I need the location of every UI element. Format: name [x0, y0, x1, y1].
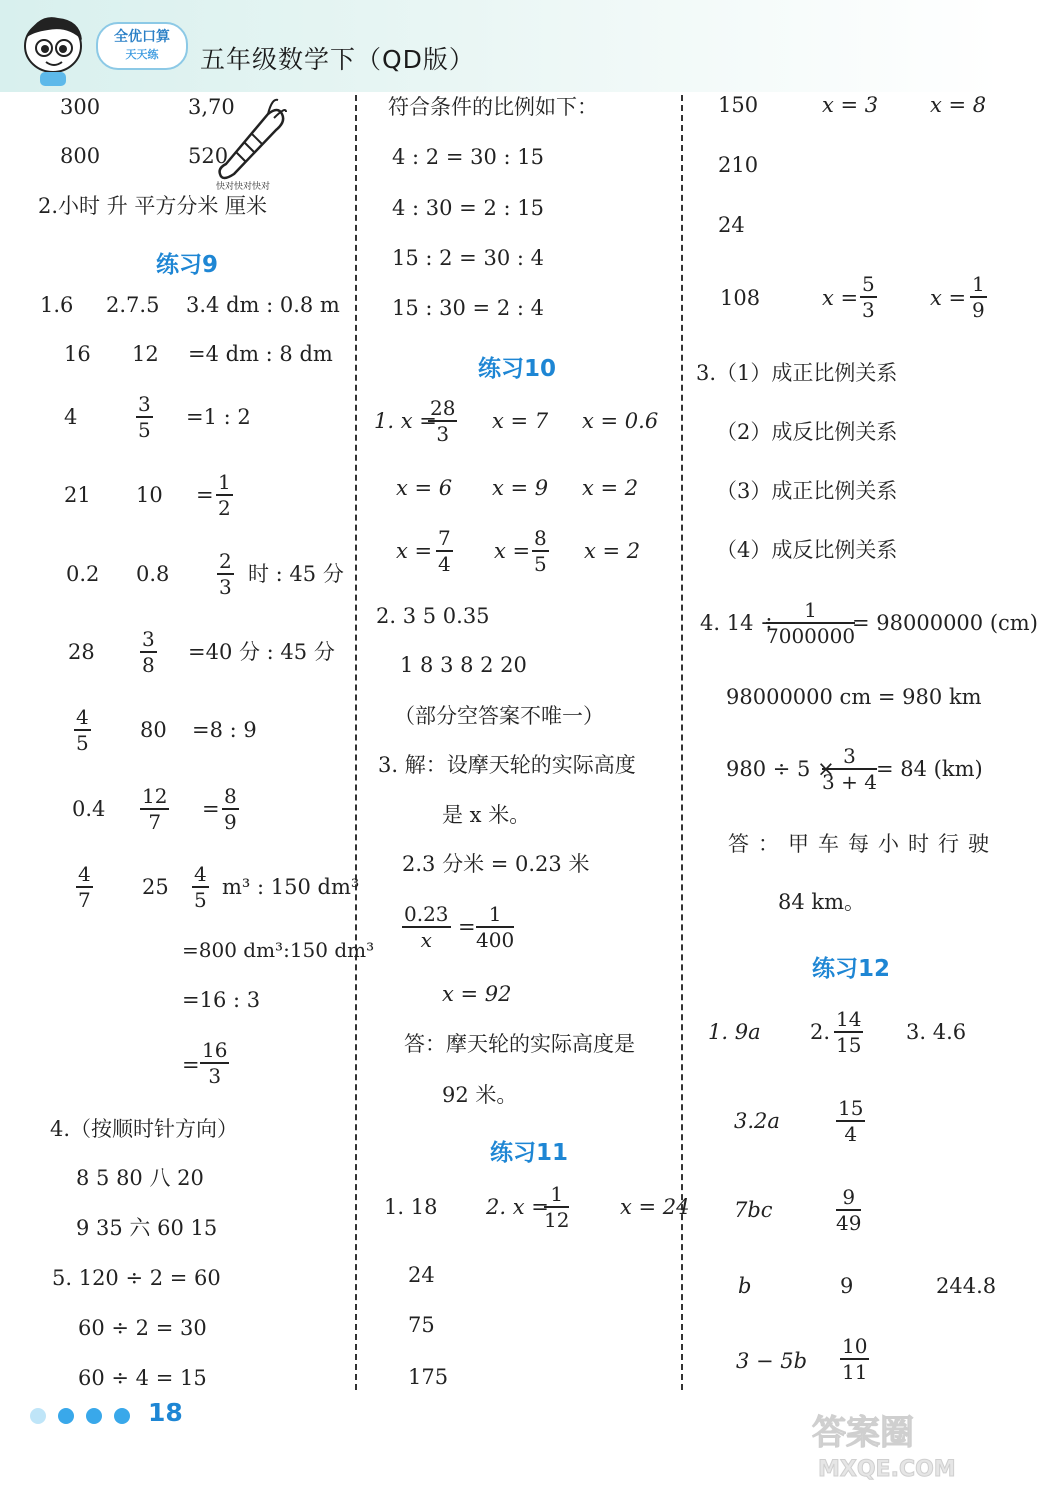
answer-text: 0.8 — [136, 562, 170, 586]
section-title: 练习12 — [812, 956, 891, 982]
fraction: 2 3 — [219, 549, 232, 599]
answer-text: =1 : 2 — [186, 405, 251, 429]
answer-text: 3. 解：设摩天轮的实际高度 — [378, 753, 636, 777]
fraction: 14 15 — [836, 1007, 862, 1057]
answer-text: （2）成反比例关系 — [716, 420, 898, 444]
section-title: 练习10 — [478, 356, 557, 382]
answer-text: x = 9 — [492, 476, 549, 500]
answer-text: x = 3 — [822, 93, 879, 117]
answer-text: x = 2 — [584, 539, 641, 563]
answer-text: 800 — [60, 144, 101, 168]
answer-text: b — [738, 1274, 752, 1298]
mascot-icon — [18, 8, 88, 88]
answer-text: 15 : 30 = 2 : 4 — [392, 296, 544, 320]
answer-text: 3.2a — [734, 1109, 780, 1133]
fraction: 0.23 x — [404, 902, 449, 952]
page-number: 18 — [148, 1398, 183, 1427]
answer-text: 60 ÷ 4 = 15 — [78, 1366, 207, 1390]
answer-text: x = — [396, 539, 433, 563]
dot-icon — [30, 1408, 46, 1424]
answer-text: x = 0.6 — [582, 409, 659, 433]
answer-text: 5. 120 ÷ 2 = 60 — [52, 1266, 221, 1290]
answer-text: 12 — [132, 342, 159, 366]
answer-text: 21 — [64, 483, 91, 507]
answer-text: 时 : 45 分 — [248, 562, 344, 586]
answer-text: =16 : 3 — [182, 988, 261, 1012]
answer-text: = 84 (km) — [876, 757, 983, 781]
fraction: 4 5 — [194, 862, 207, 912]
answer-text: 98000000 cm = 980 km — [726, 685, 982, 709]
answer-text: 24 — [408, 1263, 435, 1287]
answer-text: 3.4 dm : 0.8 m — [186, 293, 340, 317]
answer-text: 24 — [718, 213, 745, 237]
answer-text: 10 — [136, 483, 163, 507]
answer-text: 300 — [60, 95, 101, 119]
answer-text: 2.3 分米 = 0.23 米 — [402, 852, 590, 876]
answer-text: 3. 4.6 — [906, 1020, 967, 1044]
fraction: 5 3 — [862, 272, 875, 322]
answer-text: = — [182, 1053, 200, 1077]
answer-text: 9 35 六 60 15 — [76, 1216, 218, 1240]
answer-text: 84 km。 — [778, 890, 866, 914]
fraction: 1 9 — [972, 272, 985, 322]
answer-text: 150 — [718, 93, 759, 117]
answer-text: 4.（按顺时针方向） — [50, 1117, 239, 1141]
answer-text: 28 — [68, 640, 95, 664]
answer-text: = — [202, 797, 220, 821]
fraction: 28 3 — [430, 396, 456, 446]
answer-text: 9 — [840, 1274, 854, 1298]
answer-text: 520 — [188, 144, 229, 168]
fraction: 1 7000000 — [766, 598, 856, 648]
answer-text: x = 7 — [492, 409, 549, 433]
section-title: 练习11 — [490, 1140, 569, 1166]
answer-text: 2.小时 升 平方分米 厘米 — [38, 194, 268, 218]
answer-text: x = — [494, 539, 531, 563]
answer-text: （3）成正比例关系 — [716, 479, 898, 503]
section-title: 练习9 — [156, 252, 219, 278]
fraction: 16 3 — [202, 1038, 228, 1088]
answer-text: = 98000000 (cm) — [852, 611, 1038, 635]
answer-text: 244.8 — [936, 1274, 997, 1298]
dot-icon — [114, 1408, 130, 1424]
answer-text: 980 ÷ 5 × — [726, 757, 835, 781]
fraction: 9 49 — [836, 1185, 862, 1235]
fraction: 3 8 — [142, 627, 155, 677]
book-title: 五年级数学下（QD版） — [200, 45, 475, 74]
answer-text: （部分空答案不唯一） — [394, 704, 604, 728]
answer-text: 2. 3 5 0.35 — [376, 604, 490, 628]
answer-text: 符合条件的比例如下： — [388, 95, 598, 119]
answer-text: 答：甲车每小时行驶 — [728, 832, 998, 856]
answer-text: 75 — [408, 1313, 435, 1337]
answer-text: 是 x 米。 — [442, 803, 531, 827]
fraction: 8 5 — [534, 526, 547, 576]
answer-text: =4 dm : 8 dm — [188, 342, 333, 366]
answer-text: 3,70 — [188, 95, 235, 119]
answer-text: 4 : 2 = 30 : 15 — [392, 145, 544, 169]
answer-text: x = 6 — [396, 476, 453, 500]
fraction: 15 4 — [838, 1096, 864, 1146]
answer-text: 80 — [140, 718, 167, 742]
answer-text: 3 − 5b — [736, 1349, 808, 1373]
fraction: 4 5 — [76, 705, 89, 755]
answer-text: 3.（1）成正比例关系 — [696, 361, 898, 385]
fraction: 1 400 — [476, 902, 515, 952]
answer-text: 1. 18 — [384, 1195, 438, 1219]
answer-text: 0.2 — [66, 562, 100, 586]
answer-text: m³ : 150 dm³ — [222, 875, 360, 899]
fraction: 12 7 — [142, 784, 168, 834]
answer-text: 8 5 80 八 20 — [76, 1166, 204, 1190]
answer-text: 7bc — [734, 1198, 773, 1222]
watermark-line2: MXQE.COM — [818, 1457, 956, 1482]
answer-text: 16 — [64, 342, 91, 366]
answer-text: x = — [930, 286, 967, 310]
answer-text: x = 92 — [442, 982, 512, 1006]
answer-text: 1.6 — [40, 293, 74, 317]
answer-text: 2. x = — [486, 1195, 549, 1219]
answer-text: 92 米。 — [442, 1083, 518, 1107]
fraction: 1 12 — [544, 1182, 570, 1232]
answer-text: 25 — [142, 875, 169, 899]
fraction: 4 7 — [78, 862, 91, 912]
dot-icon — [58, 1408, 74, 1424]
answer-text: x = 2 — [582, 476, 639, 500]
answer-text: = — [458, 915, 476, 939]
answer-text: x = 8 — [930, 93, 987, 117]
fraction: 10 11 — [842, 1334, 868, 1384]
answer-text: =800 dm³:150 dm³ — [182, 938, 375, 962]
answer-text: 60 ÷ 2 = 30 — [78, 1316, 207, 1340]
answer-text: 15 : 2 = 30 : 4 — [392, 246, 544, 270]
answer-text: 4. 14 ÷ — [700, 611, 778, 635]
fraction: 8 9 — [224, 784, 237, 834]
watermark-logo — [808, 1408, 978, 1483]
svg-text:快对快对快对: 快对快对快对 — [216, 182, 271, 192]
answer-text: 210 — [718, 153, 759, 177]
answer-text: 1. x = — [374, 409, 437, 433]
answer-text: 0.4 — [72, 797, 106, 821]
column-divider-1 — [355, 95, 357, 1390]
answer-text: 175 — [408, 1365, 449, 1389]
answer-text: x = 24 — [620, 1195, 690, 1219]
fraction: 7 4 — [438, 526, 451, 576]
watermark-line1: 答案圈 — [812, 1413, 914, 1453]
answer-text: 2. — [810, 1020, 831, 1044]
answer-text: 答：摩天轮的实际高度是 — [404, 1032, 635, 1056]
answer-text: 1. 9a — [708, 1020, 761, 1044]
fraction: 1 2 — [218, 470, 231, 520]
answer-text: x = — [822, 286, 859, 310]
answer-text: =40 分 : 45 分 — [188, 640, 335, 664]
answer-text: （4）成反比例关系 — [716, 538, 898, 562]
answer-text: 108 — [720, 286, 761, 310]
answer-text: 2.7.5 — [106, 293, 160, 317]
answer-text: =8 : 9 — [192, 718, 257, 742]
brand-logo: 全优口算 天天练 — [96, 22, 188, 70]
answer-text: 1 8 3 8 2 20 — [400, 653, 527, 677]
dot-icon — [86, 1408, 102, 1424]
answer-text: 4 — [64, 405, 78, 429]
fraction: 3 5 — [138, 392, 151, 442]
answer-text: = — [196, 483, 214, 507]
fraction: 3 3 + 4 — [822, 744, 877, 794]
page-header — [0, 0, 1000, 92]
answer-text: 4 : 30 = 2 : 15 — [392, 196, 544, 220]
